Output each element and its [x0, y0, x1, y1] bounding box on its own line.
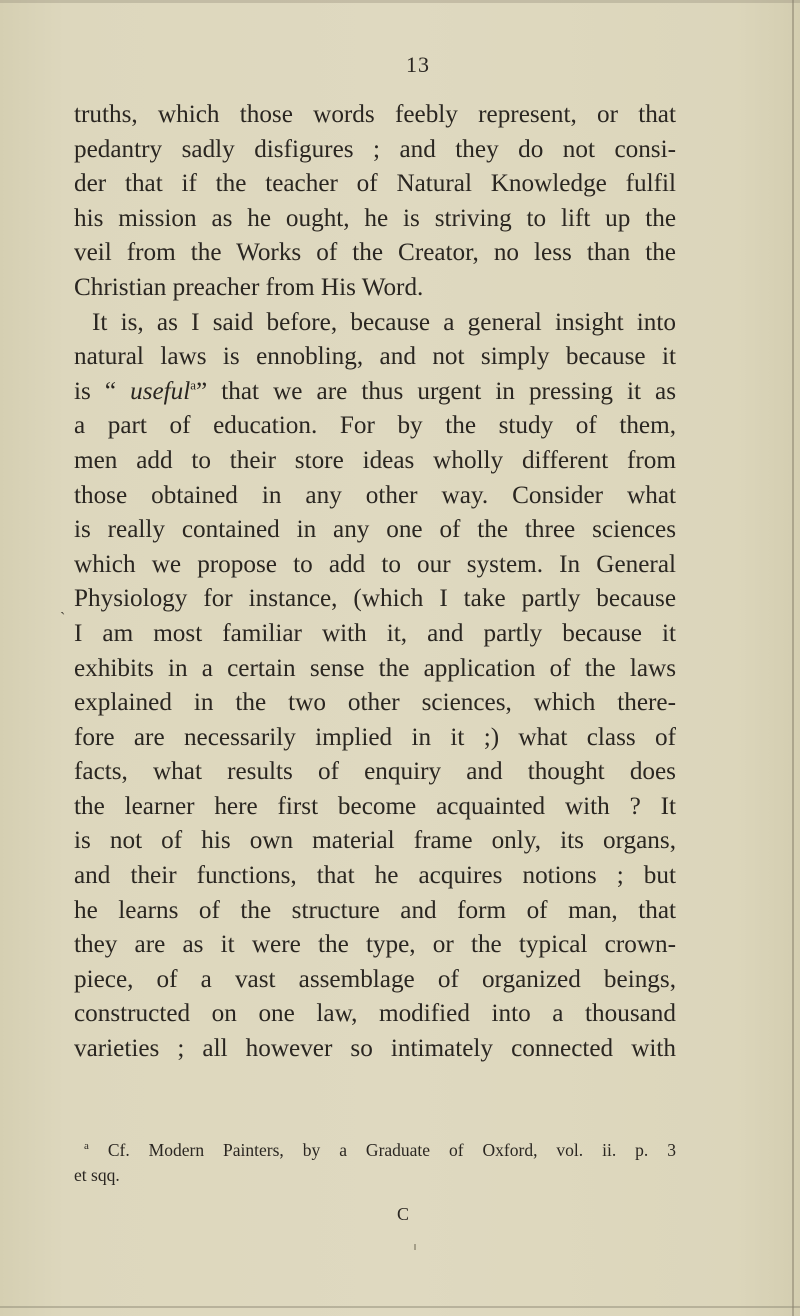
text-line: It is, as I said before, because a general insight into — [92, 308, 676, 336]
text-line: facts, what results of enquiry and thought does — [74, 758, 676, 786]
text-line: which we propose to add to our system. In General — [74, 550, 676, 578]
paper-speck — [414, 1244, 416, 1250]
useful-emphasis: useful — [130, 377, 191, 405]
footnote-line: et sqq. — [74, 1165, 120, 1185]
text-line: natural laws is ennobling, and not simply because it — [74, 343, 676, 371]
text-line: constructed on one law, modified into a thousand — [74, 1000, 676, 1028]
text-line: piece, of a vast assemblage of organized beings, — [74, 965, 676, 993]
footnote-line — [74, 1138, 676, 1163]
text-line: they are as it were the type, or the typical crown- — [74, 931, 676, 959]
text-line: truths, which those words feebly represent, or that — [74, 101, 676, 128]
text-line: pedantry sadly disfigures ; and they do not consi- — [74, 135, 676, 163]
useful-phrase: is “ useful — [74, 377, 191, 405]
footnote — [74, 1138, 676, 1188]
text-line: I am most familiar with it, and partly because it — [74, 619, 676, 647]
signature-mark: C — [396, 1204, 409, 1224]
text-line: der that if the teacher of Natural Knowledge fulfil — [74, 170, 676, 198]
text-line: varieties ; all however so intimately connected with — [74, 1035, 676, 1063]
page-bottom-edge — [0, 1306, 800, 1308]
footnote-marker: a — [84, 1140, 89, 1153]
text-line: and their functions, that he acquires notions ; but — [74, 862, 676, 890]
body-text — [74, 98, 676, 1067]
text-line-rest: ” that we are thus urgent in pressing it as — [196, 377, 676, 405]
footnote-text: Cf. Modern Painters, by a Graduate of Oxford, vol. ii. p. 3 — [88, 1140, 676, 1160]
text-line: a part of education. For by the study of them, — [74, 412, 676, 440]
text-line: Physiology for instance, (which I take partly because — [74, 585, 676, 613]
page-top-edge — [0, 0, 800, 3]
text-line: those obtained in any other way. Consider what — [74, 481, 676, 509]
footnote-ref-marker: a — [190, 377, 197, 393]
text-line: he learns of the structure and form of man, that — [74, 896, 676, 924]
text-line: the learner here first become acquainted with ? It — [74, 792, 676, 820]
text-line: men add to their store ideas wholly different from — [74, 446, 676, 474]
text-line: fore are necessarily implied in it ;) what class of — [74, 723, 676, 751]
text-line: is not of his own material frame only, its organs, — [74, 827, 676, 855]
text-line: veil from the Works of the Creator, no less than the — [74, 239, 676, 267]
page-right-edge — [792, 0, 794, 1316]
text-line: Christian preacher from His Word. — [74, 273, 424, 301]
text-line-with-footnote-ref — [74, 375, 676, 410]
text-line: his mission as he ought, he is striving to lift up the — [74, 204, 676, 232]
text-line: exhibits in a certain sense the application of the laws — [74, 654, 676, 682]
stray-printer-mark: ˏ — [60, 598, 66, 615]
text-line: is really contained in any one of the three sciences — [74, 516, 676, 544]
text-line: explained in the two other sciences, which there- — [74, 689, 676, 717]
page-number: 13 — [406, 52, 430, 77]
